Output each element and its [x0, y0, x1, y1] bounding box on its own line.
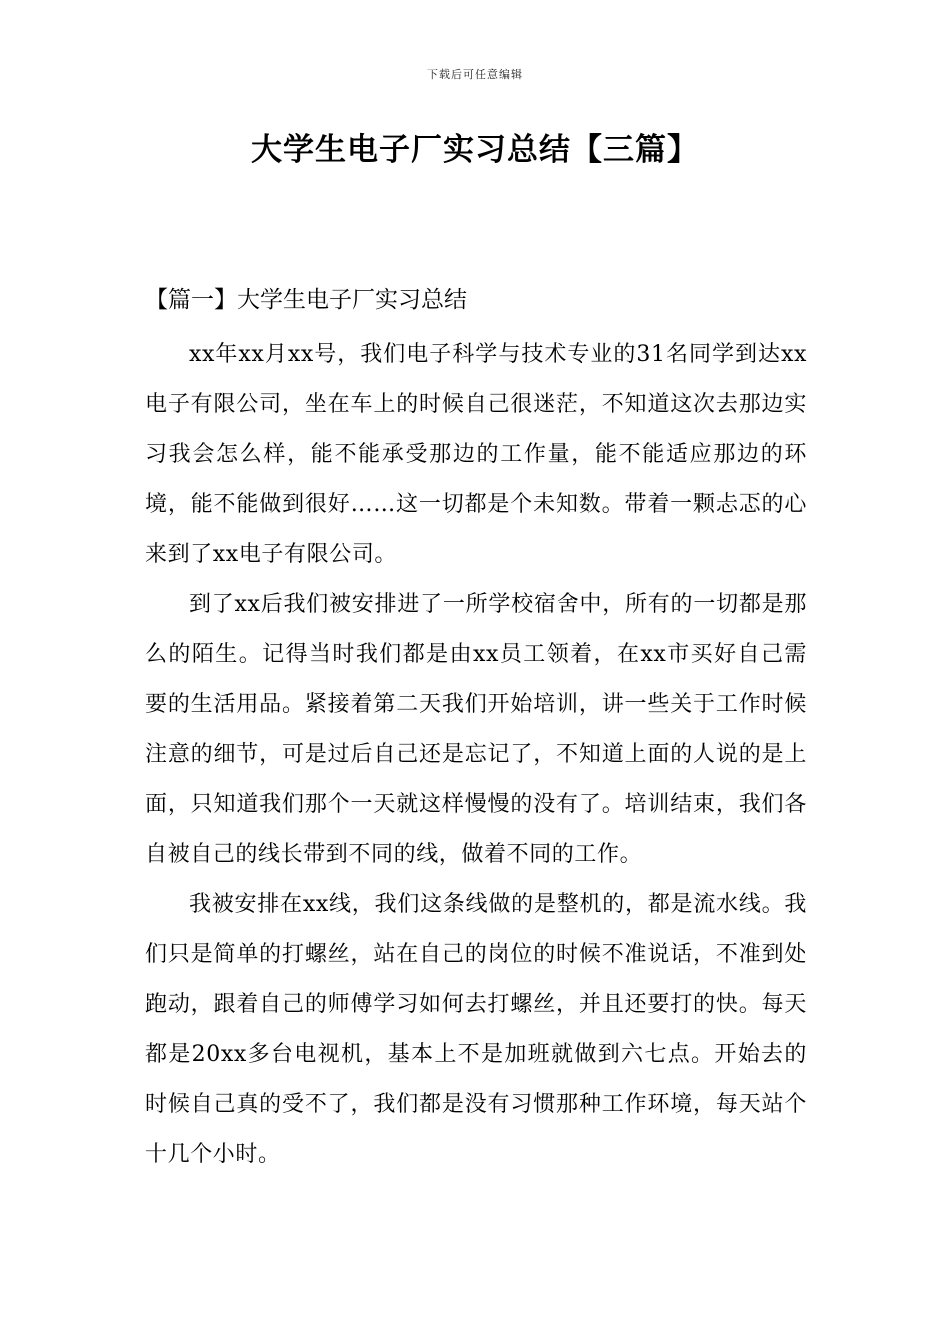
- paragraph: 到了xx后我们被安排进了一所学校宿舍中，所有的一切都是那么的陌生。记得当时我们都是由xx员工领着，在xx市买好自己需要的生活用品。紧接着第二天我们开始培训，讲一些关于工作时候注意的细节，可是过后自己还是忘记了，不知道上面的人说的是上面，只知道我们那个一天就这样慢慢的没有了。培训结束，我们各自被自己的线长带到不同的线，做着不同的工作。: [145, 592, 807, 867]
- paragraph: xx年xx月xx号，我们电子科学与技术专业的31名同学到达xx电子有限公司，坐在车上的时候自己很迷茫，不知道这次去那边实习我会怎么样，能不能承受那边的工作量，能不能适应那边的环境，能不能做到很好……这一切都是个未知数。带着一颗忐忑的心来到了xx电子有限公司。: [145, 342, 807, 567]
- document-title: 大学生电子厂实习总结【三篇】: [251, 132, 699, 168]
- header-note: 下载后可任意编辑: [427, 68, 523, 81]
- paragraph: 我被安排在xx线，我们这条线做的是整机的，都是流水线。我们只是简单的打螺丝，站在自己的岗位的时候不准说话，不准到处跑动，跟着自己的师傅学习如何去打螺丝，并且还要打的快。每天都是20xx多台电视机，基本上不是加班就做到六七点。开始去的时候自己真的受不了，我们都是没有习惯那种工作环境，每天站个十几个小时。: [145, 892, 807, 1167]
- document-body: [145, 330, 807, 1180]
- section-heading: 【篇一】大学生电子厂实习总结: [145, 287, 467, 313]
